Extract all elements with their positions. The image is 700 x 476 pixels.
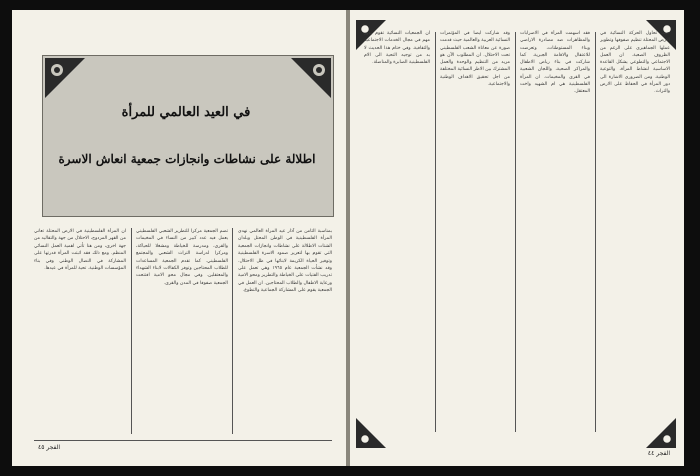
corner-ornament-icon bbox=[291, 58, 331, 98]
column-divider bbox=[131, 228, 132, 434]
article-column-3: ان المرأة الفلسطينية في الارض المحتلة تعاني من القهر المزدوج، الاحتلال من جهة والتقاليد من جهة اخرى، ومن هنا تأتي اهمية العمل النسائي المنظم. ومع ذلك فقد اثبتت المرأة قدرتها على المشاركة في النضال الوطني وفي بناء المؤسسات الوطنية. تحية للمرأة في عيدها. bbox=[34, 229, 126, 272]
right-page bbox=[350, 10, 684, 466]
headline-international-womens-day: في العيد العالمي للمرأة bbox=[121, 105, 251, 120]
article-column-3: وقد شاركت ايضا في المؤتمرات النسائية العربية والعالمية حيث قدمت صورة عن معاناة الشعب الفلسطيني تحت الاحتلال. ان المطلوب الآن هو مزيد من التنظيم والوحدة والعمل المشترك بين الاطر النسائية المختلفة من اجل تحقيق الاهداف الوطنية والاجتماعية. bbox=[440, 31, 510, 88]
corner-ornament-icon bbox=[45, 58, 85, 98]
footer-rule bbox=[34, 440, 332, 441]
page-number-right: الفجر ٤٤ bbox=[647, 450, 670, 457]
article-column-1: حيث تحاول الحركة النسائية في الارض المحتلة تنظيم صفوفها وتطوير عملها الجماهيري على الرغم من الظروف الصعبة. ان العمل الاجتماعي والتطوعي يشكل القاعدة الاساسية لنشاط المرأة، والتوعية الوطنية. ومن الضروري الاشارة الى دور المرأة في الحفاظ على الارض والتراث. bbox=[600, 31, 670, 95]
headline-article-title: اطلالة على نشاطات وانجازات جمعية انعاش الاسرة bbox=[58, 152, 316, 166]
article-column-2: تضم الجمعية مركزا للتطريز الشعبي الفلسطيني يعمل فيه عدد كبير من النساء في المخيمات والقرى، ومدرسة للخياطة ومشغلا للحياكة، ومركزا لدراسة التراث الشعبي والمجتمع الفلسطيني. كما تقدم الجمعية المساعدات للطلاب المحتاجين وتوفر الكفالات لابناء الشهداء والمعتقلين. وفي مجال محو الامية افتتحت الجمعية صفوفا في المدن والقرى. bbox=[136, 229, 228, 286]
article-column-2: فقد اسهمت المرأة في الاضرابات والمظاهرات ضد مصادرة الاراضي وبناء المستوطنات، وتعرضت للاعتقال والاقامة الجبرية. كما شاركت في بناء رياض الاطفال والمراكز الصحية، واللجان الشعبية في القرى والمخيمات. ان المرأة الفلسطينية هي ام الشهيد واخت المعتقل. bbox=[520, 31, 590, 95]
column-divider bbox=[515, 32, 516, 432]
column-divider bbox=[232, 228, 233, 434]
title-panel bbox=[42, 55, 334, 217]
page-number-left: الفجر ٤٥ bbox=[38, 444, 61, 451]
column-divider bbox=[595, 32, 596, 432]
article-column-1: بمناسبة الثامن من آذار عيد المرأة العالمي نهدي المرأة الفلسطينية في الوطن المحتل وبلدان الشتات الاطلالة على نشاطات وانجازات الجمعية التي تقوم بها لتعزيز صمود الاسرة الفلسطينية وتوفير الحياة الكريمة لابنائها في ظل الاحتلال. وقد نشأت الجمعية عام ١٩٦٥ وهي تعمل على تدريب الفتيات على الخياطة والتطريز ومحو الامية ورعاية الاطفال والطلاب المحتاجين. ان العمل في الجمعية يقوم على المشاركة الجماعية والتطوع. bbox=[238, 229, 332, 294]
left-page bbox=[12, 10, 346, 466]
column-divider bbox=[435, 32, 436, 432]
article-column-4: ان الجمعيات النسائية تقوم بدور مهم في مجال الخدمات الاجتماعية والثقافية. وفي ختام هذا الحديث لا بد من توجيه التحية الى الام الفلسطينية الصابرة والمناضلة. bbox=[364, 31, 430, 66]
